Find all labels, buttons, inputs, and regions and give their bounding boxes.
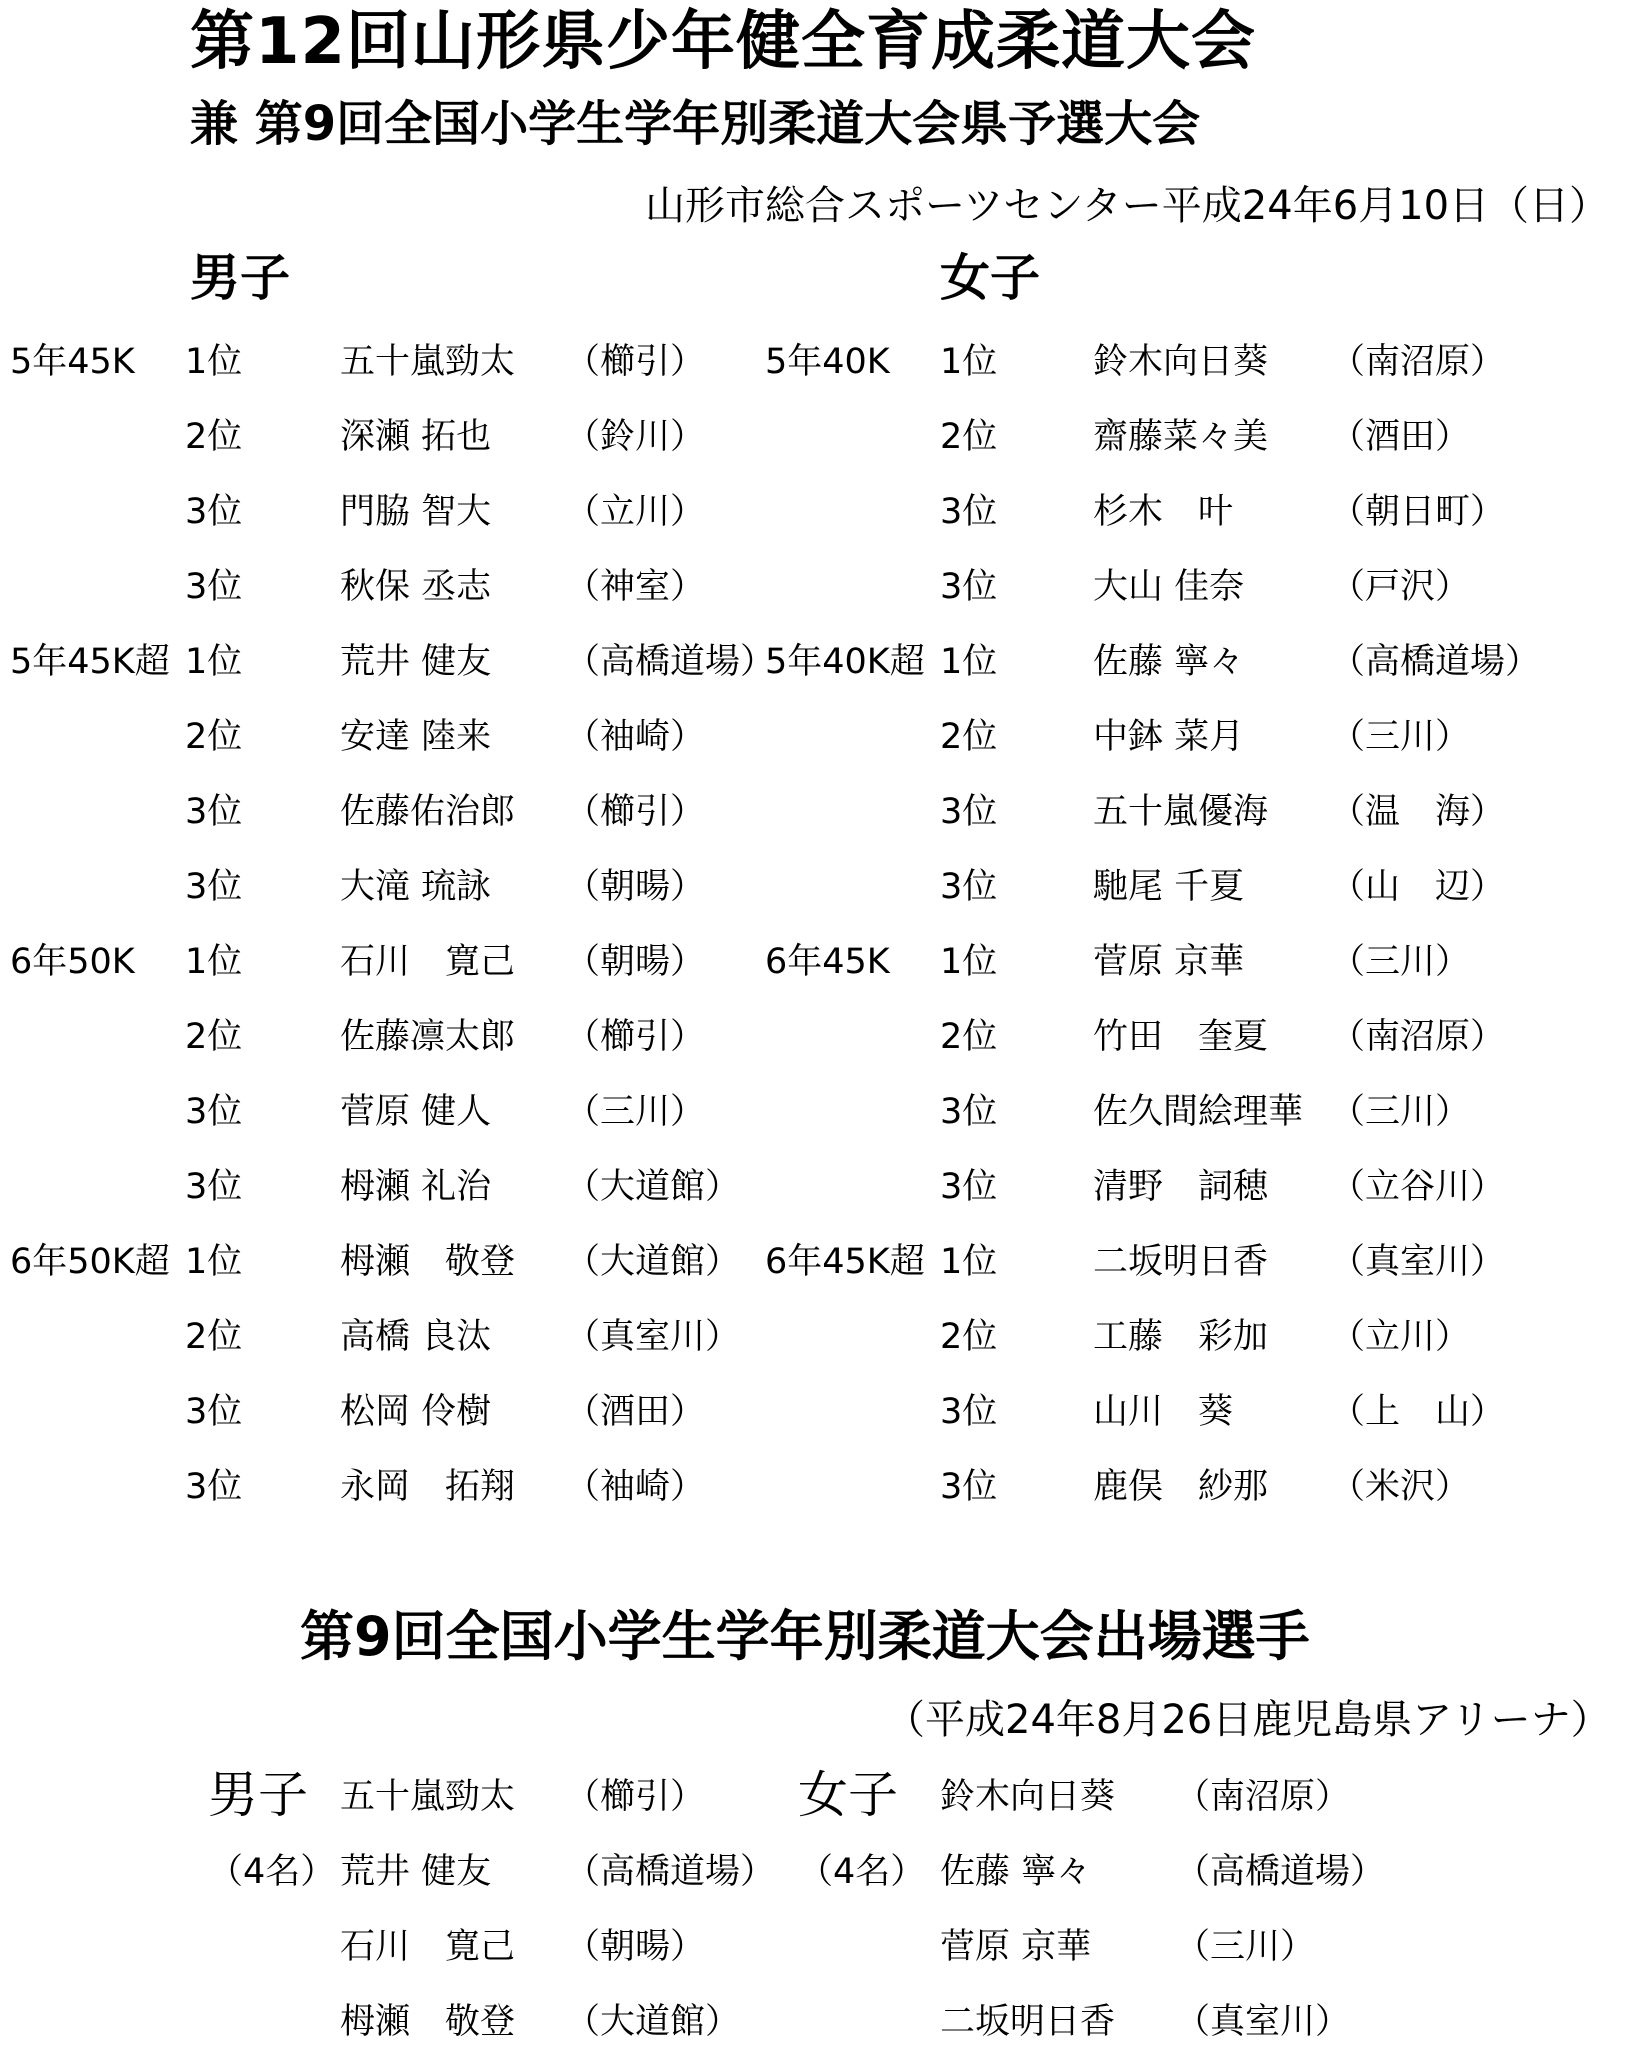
female-name: 馳尾 千夏 (1093, 867, 1245, 907)
female-club: （山 辺） (1330, 867, 1506, 907)
female-category: 6年45K (765, 942, 890, 982)
female-name: 二坂明日香 (1093, 1242, 1269, 1282)
female-club: （三川） (1330, 717, 1471, 757)
national-male-count: （4名） (208, 1852, 336, 1892)
male-name: 栂瀬 敬登 (340, 1242, 516, 1282)
male-name: 秋保 丞志 (340, 567, 492, 607)
national-subtitle: （平成24年8月26日鹿児島県アリーナ） (885, 1697, 1611, 1743)
female-club: （三川） (1330, 942, 1471, 982)
male-club: （三川） (565, 1092, 706, 1132)
male-club: （朝暘） (565, 867, 706, 907)
male-category: 5年45K (10, 342, 135, 382)
female-rank: 3位 (940, 867, 998, 907)
female-category: 5年40K超 (765, 642, 925, 682)
male-category: 6年50K (10, 942, 135, 982)
female-rank: 2位 (940, 1317, 998, 1357)
female-rank: 2位 (940, 717, 998, 757)
male-rank: 3位 (185, 567, 243, 607)
national-title: 第9回全国小学生学年別柔道大会出場選手 (300, 1605, 1310, 1668)
male-club: （袖崎） (565, 717, 706, 757)
female-rank: 2位 (940, 417, 998, 457)
male-rank: 3位 (185, 492, 243, 532)
male-club: （櫛引） (565, 792, 706, 832)
female-club: （上 山） (1330, 1392, 1506, 1432)
national-male-name: 五十嵐勁太 (340, 1777, 516, 1817)
male-rank: 3位 (185, 1092, 243, 1132)
male-rank: 1位 (185, 942, 243, 982)
male-rank: 3位 (185, 1167, 243, 1207)
female-rank: 1位 (940, 642, 998, 682)
male-rank: 3位 (185, 1392, 243, 1432)
page-title: 第12回山形県少年健全育成柔道大会 (190, 5, 1257, 79)
female-club: （三川） (1330, 1092, 1471, 1132)
female-club: （南沼原） (1330, 342, 1506, 382)
national-male-club: （朝暘） (565, 1927, 706, 1967)
female-category: 6年45K超 (765, 1242, 925, 1282)
female-club: （温 海） (1330, 792, 1506, 832)
female-name: 鈴木向日葵 (1093, 342, 1269, 382)
female-name: 大山 佳奈 (1093, 567, 1245, 607)
female-club: （立川） (1330, 1317, 1471, 1357)
female-club: （朝日町） (1330, 492, 1506, 532)
female-rank: 1位 (940, 342, 998, 382)
female-club: （真室川） (1330, 1242, 1506, 1282)
female-rank: 3位 (940, 792, 998, 832)
male-name: 深瀬 拓也 (340, 417, 492, 457)
female-rank: 3位 (940, 492, 998, 532)
female-name: 佐久間絵理華 (1093, 1092, 1304, 1132)
male-name: 永岡 拓翔 (340, 1467, 516, 1507)
female-club: （南沼原） (1330, 1017, 1506, 1057)
female-club: （高橋道場） (1330, 642, 1541, 682)
male-club: （櫛引） (565, 1017, 706, 1057)
page-subtitle: 兼 第9回全国小学生学年別柔道大会県予選大会 (190, 96, 1201, 152)
male-name: 松岡 伶樹 (340, 1392, 492, 1432)
female-name: 中鉢 菜月 (1093, 717, 1245, 757)
national-female-name: 佐藤 寧々 (940, 1852, 1092, 1892)
male-heading: 男子 (190, 249, 290, 307)
venue-date: 山形市総合スポーツセンター平成24年6月10日（日） (645, 183, 1610, 229)
national-female-heading: 女子 (798, 1766, 898, 1824)
male-name: 門脇 智大 (340, 492, 492, 532)
male-name: 大滝 琉詠 (340, 867, 492, 907)
female-category: 5年40K (765, 342, 890, 382)
national-female-count: （4名） (798, 1852, 926, 1892)
male-name: 五十嵐勁太 (340, 342, 516, 382)
national-female-name: 菅原 京華 (940, 1927, 1092, 1967)
male-rank: 2位 (185, 417, 243, 457)
male-name: 栂瀬 礼治 (340, 1167, 492, 1207)
national-male-name: 石川 寛己 (340, 1927, 516, 1967)
male-name: 石川 寛己 (340, 942, 516, 982)
female-heading: 女子 (940, 249, 1040, 307)
male-club: （大道館） (565, 1167, 741, 1207)
male-club: （大道館） (565, 1242, 741, 1282)
male-name: 佐藤佑治郎 (340, 792, 516, 832)
male-rank: 3位 (185, 1467, 243, 1507)
female-club: （酒田） (1330, 417, 1471, 457)
male-name: 荒井 健友 (340, 642, 492, 682)
male-club: （鈴川） (565, 417, 706, 457)
male-rank: 1位 (185, 342, 243, 382)
national-male-name: 荒井 健友 (340, 1852, 492, 1892)
female-name: 杉木 叶 (1093, 492, 1234, 532)
male-name: 菅原 健人 (340, 1092, 492, 1132)
female-name: 竹田 奎夏 (1093, 1017, 1269, 1057)
male-name: 高橋 良汰 (340, 1317, 492, 1357)
national-female-name: 二坂明日香 (940, 2002, 1116, 2042)
female-name: 菅原 京華 (1093, 942, 1245, 982)
female-name: 清野 詞穂 (1093, 1167, 1269, 1207)
female-rank: 1位 (940, 942, 998, 982)
national-female-club: （南沼原） (1175, 1777, 1351, 1817)
national-male-heading: 男子 (208, 1766, 308, 1824)
female-name: 齋藤菜々美 (1093, 417, 1269, 457)
male-club: （立川） (565, 492, 706, 532)
male-club: （高橋道場） (565, 642, 776, 682)
female-rank: 1位 (940, 1242, 998, 1282)
female-club: （立谷川） (1330, 1167, 1506, 1207)
male-club: （櫛引） (565, 342, 706, 382)
male-rank: 2位 (185, 717, 243, 757)
male-club: （酒田） (565, 1392, 706, 1432)
female-name: 佐藤 寧々 (1093, 642, 1245, 682)
female-club: （戸沢） (1330, 567, 1471, 607)
female-name: 五十嵐優海 (1093, 792, 1269, 832)
female-rank: 3位 (940, 1167, 998, 1207)
male-rank: 1位 (185, 642, 243, 682)
male-club: （朝暘） (565, 942, 706, 982)
male-rank: 2位 (185, 1317, 243, 1357)
female-rank: 3位 (940, 567, 998, 607)
female-name: 鹿俣 紗那 (1093, 1467, 1269, 1507)
male-name: 安達 陸来 (340, 717, 492, 757)
male-rank: 2位 (185, 1017, 243, 1057)
male-category: 5年45K超 (10, 642, 170, 682)
female-club: （米沢） (1330, 1467, 1471, 1507)
male-rank: 3位 (185, 792, 243, 832)
male-category: 6年50K超 (10, 1242, 170, 1282)
female-rank: 2位 (940, 1017, 998, 1057)
national-female-name: 鈴木向日葵 (940, 1777, 1116, 1817)
national-male-club: （櫛引） (565, 1777, 706, 1817)
national-male-club: （大道館） (565, 2002, 741, 2042)
national-male-name: 栂瀬 敬登 (340, 2002, 516, 2042)
female-name: 工藤 彩加 (1093, 1317, 1269, 1357)
male-club: （真室川） (565, 1317, 741, 1357)
female-rank: 3位 (940, 1092, 998, 1132)
female-name: 山川 葵 (1093, 1392, 1234, 1432)
male-club: （神室） (565, 567, 706, 607)
national-female-club: （高橋道場） (1175, 1852, 1386, 1892)
male-name: 佐藤凛太郎 (340, 1017, 516, 1057)
national-female-club: （真室川） (1175, 2002, 1351, 2042)
national-male-club: （高橋道場） (565, 1852, 776, 1892)
national-female-club: （三川） (1175, 1927, 1316, 1967)
male-rank: 3位 (185, 867, 243, 907)
female-rank: 3位 (940, 1392, 998, 1432)
male-club: （袖崎） (565, 1467, 706, 1507)
female-rank: 3位 (940, 1467, 998, 1507)
male-rank: 1位 (185, 1242, 243, 1282)
